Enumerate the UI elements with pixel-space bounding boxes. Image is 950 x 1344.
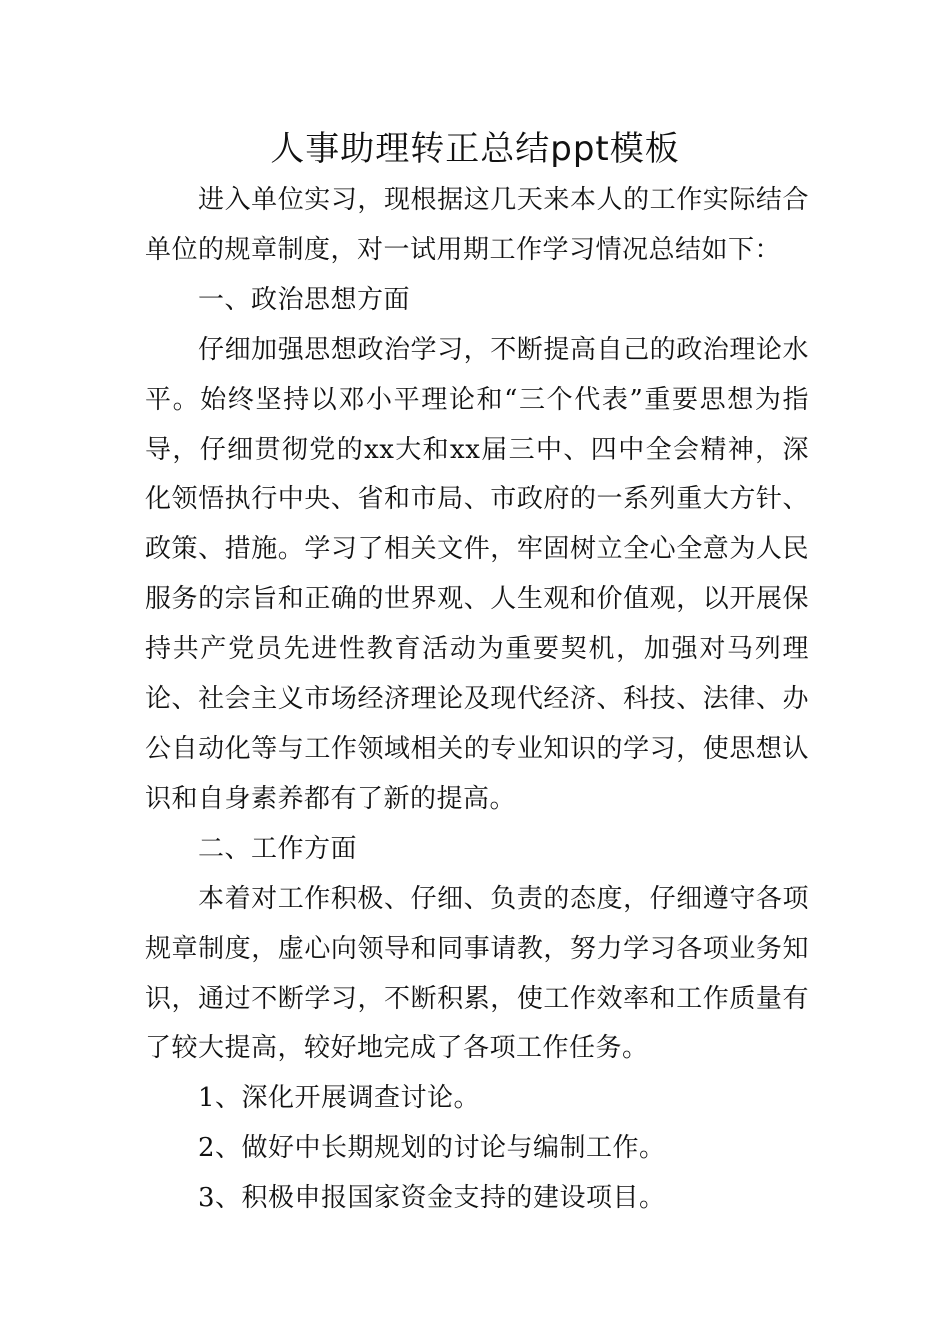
section-heading-work: 二、工作方面 <box>198 833 358 864</box>
section-heading-politics: 一、政治思想方面 <box>198 284 411 315</box>
list-item: 1、深化开展调查讨论。 <box>198 1083 481 1114</box>
list-item: 2、做好中长期规划的讨论与编制工作。 <box>198 1133 666 1164</box>
work-paragraph: 本着对工作积极、仔细、负责的态度，仔细遵守各项规章制度，虚心向领导和同事请教，努力学习各项业务知识，通过不断学习，不断积累，使工作效率和工作质量有了较大提高，较好地完成了各项工作任务。 <box>145 883 809 1064</box>
document-body <box>145 176 809 1224</box>
intro-paragraph: 进入单位实习，现根据这几天来本人的工作实际结合单位的规章制度，对一试用期工作学习情况总结如下： <box>145 185 809 265</box>
list-item: 3、积极申报国家资金支持的建设项目。 <box>198 1183 666 1214</box>
politics-paragraph: 仔细加强思想政治学习，不断提高自己的政治理论水平。始终坚持以邓小平理论和“三个代表”重要思想为指导，仔细贯彻党的xx大和xx届三中、四中全会精神，深化领悟执行中央、省和市局、市政府的一系列重大方针、政策、措施。学习了相关文件，牢固树立全心全意为人民服务的宗旨和正确的世界观、人生观和价值观，以开展保持共产党员先进性教育活动为重要契机，加强对马列理论、社会主义市场经济理论及现代经济、科技、法律、办公自动化等与工作领域相关的专业知识的学习，使思想认识和自身素养都有了新的提高。 <box>145 334 809 814</box>
document-title: 人事助理转正总结ppt模板 <box>270 129 680 169</box>
